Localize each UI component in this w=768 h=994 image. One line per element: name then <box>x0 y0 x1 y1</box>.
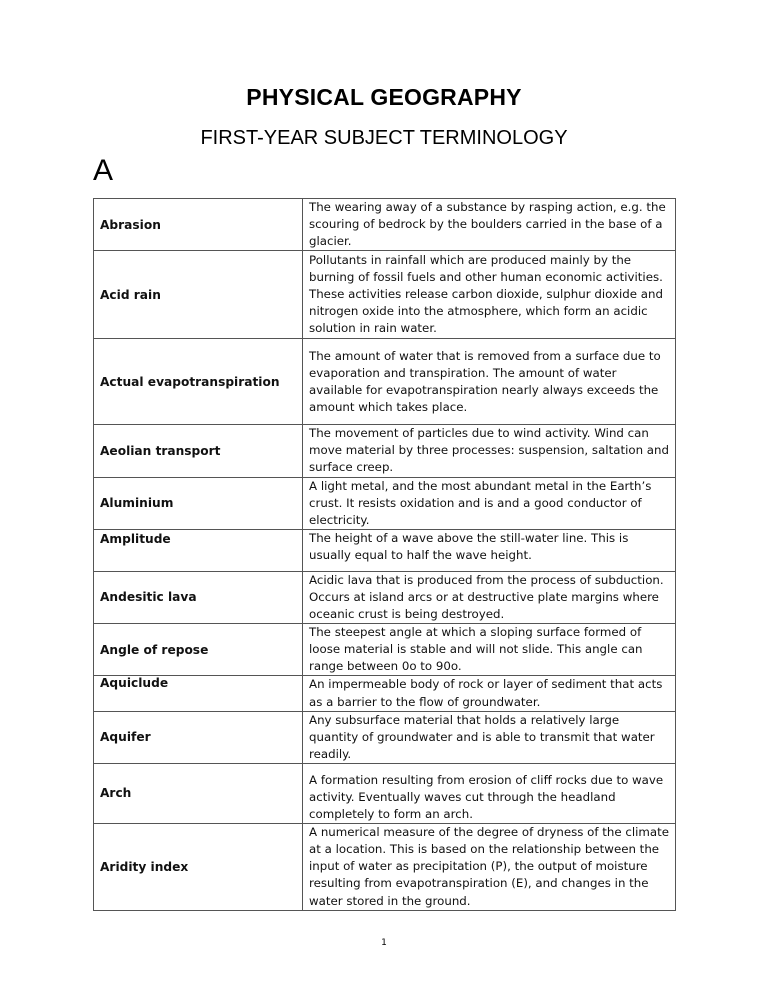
table-row <box>94 425 676 477</box>
page-subtitle: FIRST-YEAR SUBJECT TERMINOLOGY <box>200 127 568 149</box>
term-cell: Aridity index <box>94 823 303 910</box>
term-cell: Arch <box>94 763 303 823</box>
definition-cell: A light metal, and the most abundant metal in the Earth’s crust. It resists oxidation and is and a good conductor of electricity. <box>303 477 676 529</box>
definition-cell: An impermeable body of rock or layer of sediment that acts as a barrier to the flow of groundwater. <box>303 676 676 711</box>
definition-cell: A formation resulting from erosion of cliff rocks due to wave activity. Eventually waves cut through the headland completely to form an arch. <box>303 763 676 823</box>
term-cell: Aluminium <box>94 477 303 529</box>
table-row <box>94 339 676 425</box>
definition-cell: The movement of particles due to wind activity. Wind can move material by three processes: suspension, saltation and surface creep. <box>303 425 676 477</box>
table-row <box>94 477 676 529</box>
term-cell: Actual evapotranspiration <box>94 339 303 425</box>
table-row <box>94 711 676 763</box>
terminology-table <box>93 198 676 911</box>
definition-cell: The height of a wave above the still-water line. This is usually equal to half the wave height. <box>303 529 676 571</box>
term-cell: Acid rain <box>94 251 303 339</box>
table-row <box>94 571 676 623</box>
section-letter: A <box>93 154 114 187</box>
definition-cell: The steepest angle at which a sloping surface formed of loose material is stable and will not slide. This angle can range between 0o to 90o. <box>303 624 676 676</box>
table-row <box>94 763 676 823</box>
term-cell: Andesitic lava <box>94 571 303 623</box>
page-title: PHYSICAL GEOGRAPHY <box>246 84 522 110</box>
term-cell: Aeolian transport <box>94 425 303 477</box>
table-row <box>94 529 676 571</box>
definition-cell: Any subsurface material that holds a relatively large quantity of groundwater and is able to transmit that water readily. <box>303 711 676 763</box>
table-row <box>94 823 676 910</box>
table-row <box>94 199 676 251</box>
table-row <box>94 676 676 711</box>
term-cell: Amplitude <box>94 529 303 571</box>
definition-cell: Pollutants in rainfall which are produced mainly by the burning of fossil fuels and other human economic activities. These activities release carbon dioxide, sulphur dioxide and nitrogen oxide into the atmosphere, which form an acidic solution in rain water. <box>303 251 676 339</box>
page-number: 1 <box>381 938 387 948</box>
term-cell: Abrasion <box>94 199 303 251</box>
definition-cell: A numerical measure of the degree of dryness of the climate at a location. This is based on the relationship between the input of water as precipitation (P), the output of moisture resulting from evapotranspiration (E), and changes in the water stored in the ground. <box>303 823 676 910</box>
table-row <box>94 251 676 339</box>
term-cell: Aquifer <box>94 711 303 763</box>
definition-cell: Acidic lava that is produced from the process of subduction. Occurs at island arcs or at destructive plate margins where oceanic crust is being destroyed. <box>303 571 676 623</box>
definition-cell: The wearing away of a substance by rasping action, e.g. the scouring of bedrock by the boulders carried in the base of a glacier. <box>303 199 676 251</box>
definition-cell: The amount of water that is removed from a surface due to evaporation and transpiration. The amount of water available for evapotranspiration nearly always exceeds the amount which takes place. <box>303 339 676 425</box>
term-cell: Aquiclude <box>94 676 303 711</box>
term-cell: Angle of repose <box>94 624 303 676</box>
table-row <box>94 624 676 676</box>
